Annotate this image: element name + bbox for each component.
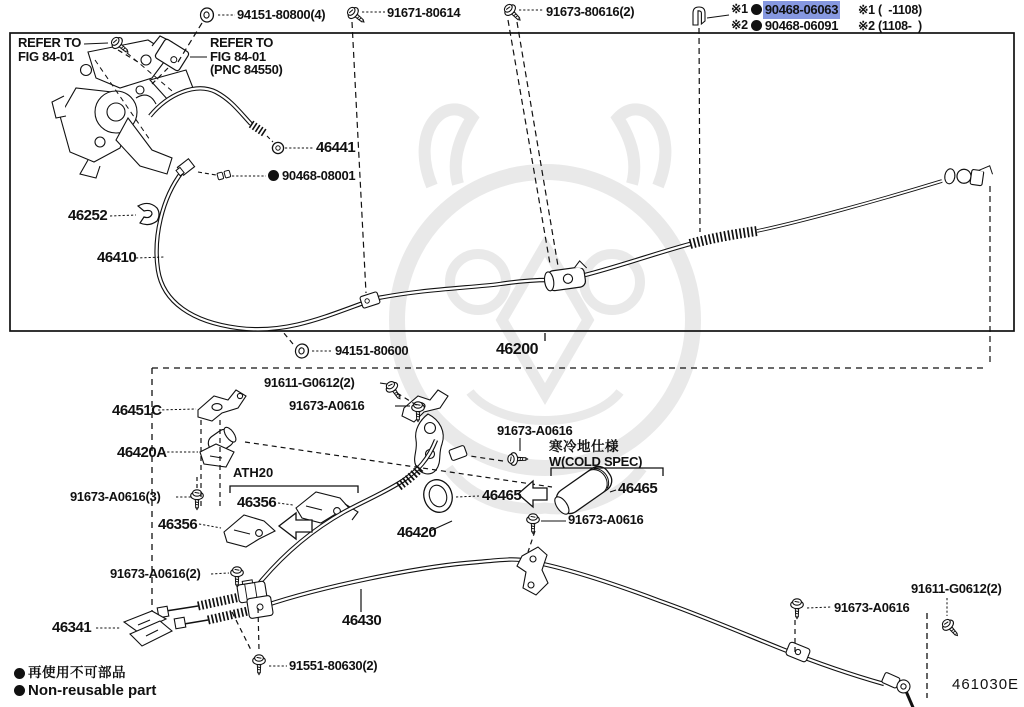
part-number-91673-A0616-2[interactable]: 91673-A0616(2) <box>110 566 201 581</box>
front-cable-46410 <box>150 88 549 329</box>
screw-91673-A0616-2-icon <box>231 567 244 587</box>
part-number-90468-08001-row <box>268 169 355 183</box>
part-number-46252[interactable]: 46252 <box>68 207 108 224</box>
clamp-on-46430 <box>785 641 811 662</box>
non-reusable-icon <box>14 685 25 696</box>
diagram-code: 461030E <box>952 676 1020 693</box>
note2-symbol: ※2 <box>731 18 748 33</box>
note1-range: ※1 ( -1108) <box>858 3 922 17</box>
clamp-46252 <box>138 203 159 224</box>
part-number-46451C[interactable]: 46451C <box>112 402 162 419</box>
part-number-94151-80600[interactable]: 94151-80600 <box>335 343 409 358</box>
clip-90468-08001 <box>217 170 231 180</box>
part-number-90468-06091[interactable]: 90468-06091 <box>764 18 839 33</box>
part-number-91611-G0612-a[interactable]: 91611-G0612(2) <box>264 375 355 390</box>
note1-symbol: ※1 <box>731 2 748 17</box>
cable-end-fitting <box>877 672 923 707</box>
non-reusable-icon <box>14 668 25 679</box>
ath20-label: ATH20 <box>233 465 274 480</box>
grommet-94151-80800-icon <box>201 8 214 22</box>
part-number-46420[interactable]: 46420 <box>397 524 437 541</box>
part-number-46465-a[interactable]: 46465 <box>482 487 522 504</box>
bracket-46356-b <box>224 515 275 547</box>
note-row-1 <box>731 3 838 17</box>
part-number-46465-b[interactable]: 46465 <box>618 480 658 497</box>
screw-91673-A0616-c-icon <box>527 514 540 534</box>
part-number-90468-08001[interactable]: 90468-08001 <box>282 168 356 183</box>
screw-91611-G0612-b-icon <box>940 617 963 640</box>
non-reusable-icon <box>751 4 762 15</box>
non-reusable-icon <box>751 20 762 31</box>
part-number-46410[interactable]: 46410 <box>97 249 137 266</box>
legend-row-en: Non-reusable part <box>14 683 156 699</box>
bush-46441 <box>272 142 283 153</box>
part-number-91673-A0616-c[interactable]: 91673-A0616 <box>568 512 644 527</box>
part-number-46430[interactable]: 46430 <box>342 612 382 629</box>
note2-range: ※2 (1108- ) <box>858 19 922 33</box>
screw-91611-G0612-a-icon <box>383 379 405 402</box>
part-number-46441[interactable]: 46441 <box>316 139 356 156</box>
bracket-46451C <box>198 390 246 421</box>
bracket-on-46430 <box>517 547 548 595</box>
cold-spec-label-en: W(COLD SPEC) <box>549 454 643 469</box>
legend-row-jp: 再使用不可部品 <box>14 666 126 680</box>
part-number-91673-A0616-d[interactable]: 91673-A0616 <box>834 600 910 615</box>
part-number-91671-80614[interactable]: 91671-80614 <box>387 5 461 20</box>
part-number-46356-b[interactable]: 46356 <box>158 516 198 533</box>
part-number-94151-80800[interactable]: 94151-80800(4) <box>237 7 326 22</box>
cold-spec-label-jp: 寒冷地仕様 <box>549 439 619 454</box>
part-number-46420A[interactable]: 46420A <box>117 444 167 461</box>
screw-91671-80614-icon <box>345 4 368 26</box>
non-reusable-icon <box>268 170 279 181</box>
part-number-46341[interactable]: 46341 <box>52 619 92 636</box>
damper-46465-standard <box>420 476 457 516</box>
grommet-94151-80600-icon <box>294 343 309 359</box>
damper-46420A <box>200 425 238 467</box>
part-number-91673-A0616-a[interactable]: 91673-A0616 <box>289 398 365 413</box>
clip-90468-0606x-icon <box>693 7 705 25</box>
screw-91673-A0616-d-icon <box>791 599 804 619</box>
part-number-91673-A0616-b[interactable]: 91673-A0616 <box>497 423 573 438</box>
part-number-91551-80630[interactable]: 91551-80630(2) <box>289 658 378 673</box>
part-number-46356-a[interactable]: 46356 <box>237 494 277 511</box>
part-number-46200[interactable]: 46200 <box>496 341 538 358</box>
cable-front-ends-springs <box>157 578 273 629</box>
part-number-91673-80616[interactable]: 91673-80616(2) <box>546 4 635 19</box>
screw-91673-80616-icon <box>502 2 525 25</box>
part-number-90468-06063[interactable]: 90468-06063 <box>764 2 839 17</box>
screw-91551-80630-icon <box>253 655 266 675</box>
part-number-91611-G0612-b[interactable]: 91611-G0612(2) <box>911 581 1002 596</box>
watermark-ornament <box>397 109 693 508</box>
refer-note-1: REFER TO FIG 84-01 <box>18 35 82 64</box>
refer-note-2: REFER TO FIG 84-01 (PNC 84550) <box>210 35 283 78</box>
part-number-91673-A0616-3[interactable]: 91673-A0616(3) <box>70 489 161 504</box>
note-row-2 <box>731 19 838 33</box>
